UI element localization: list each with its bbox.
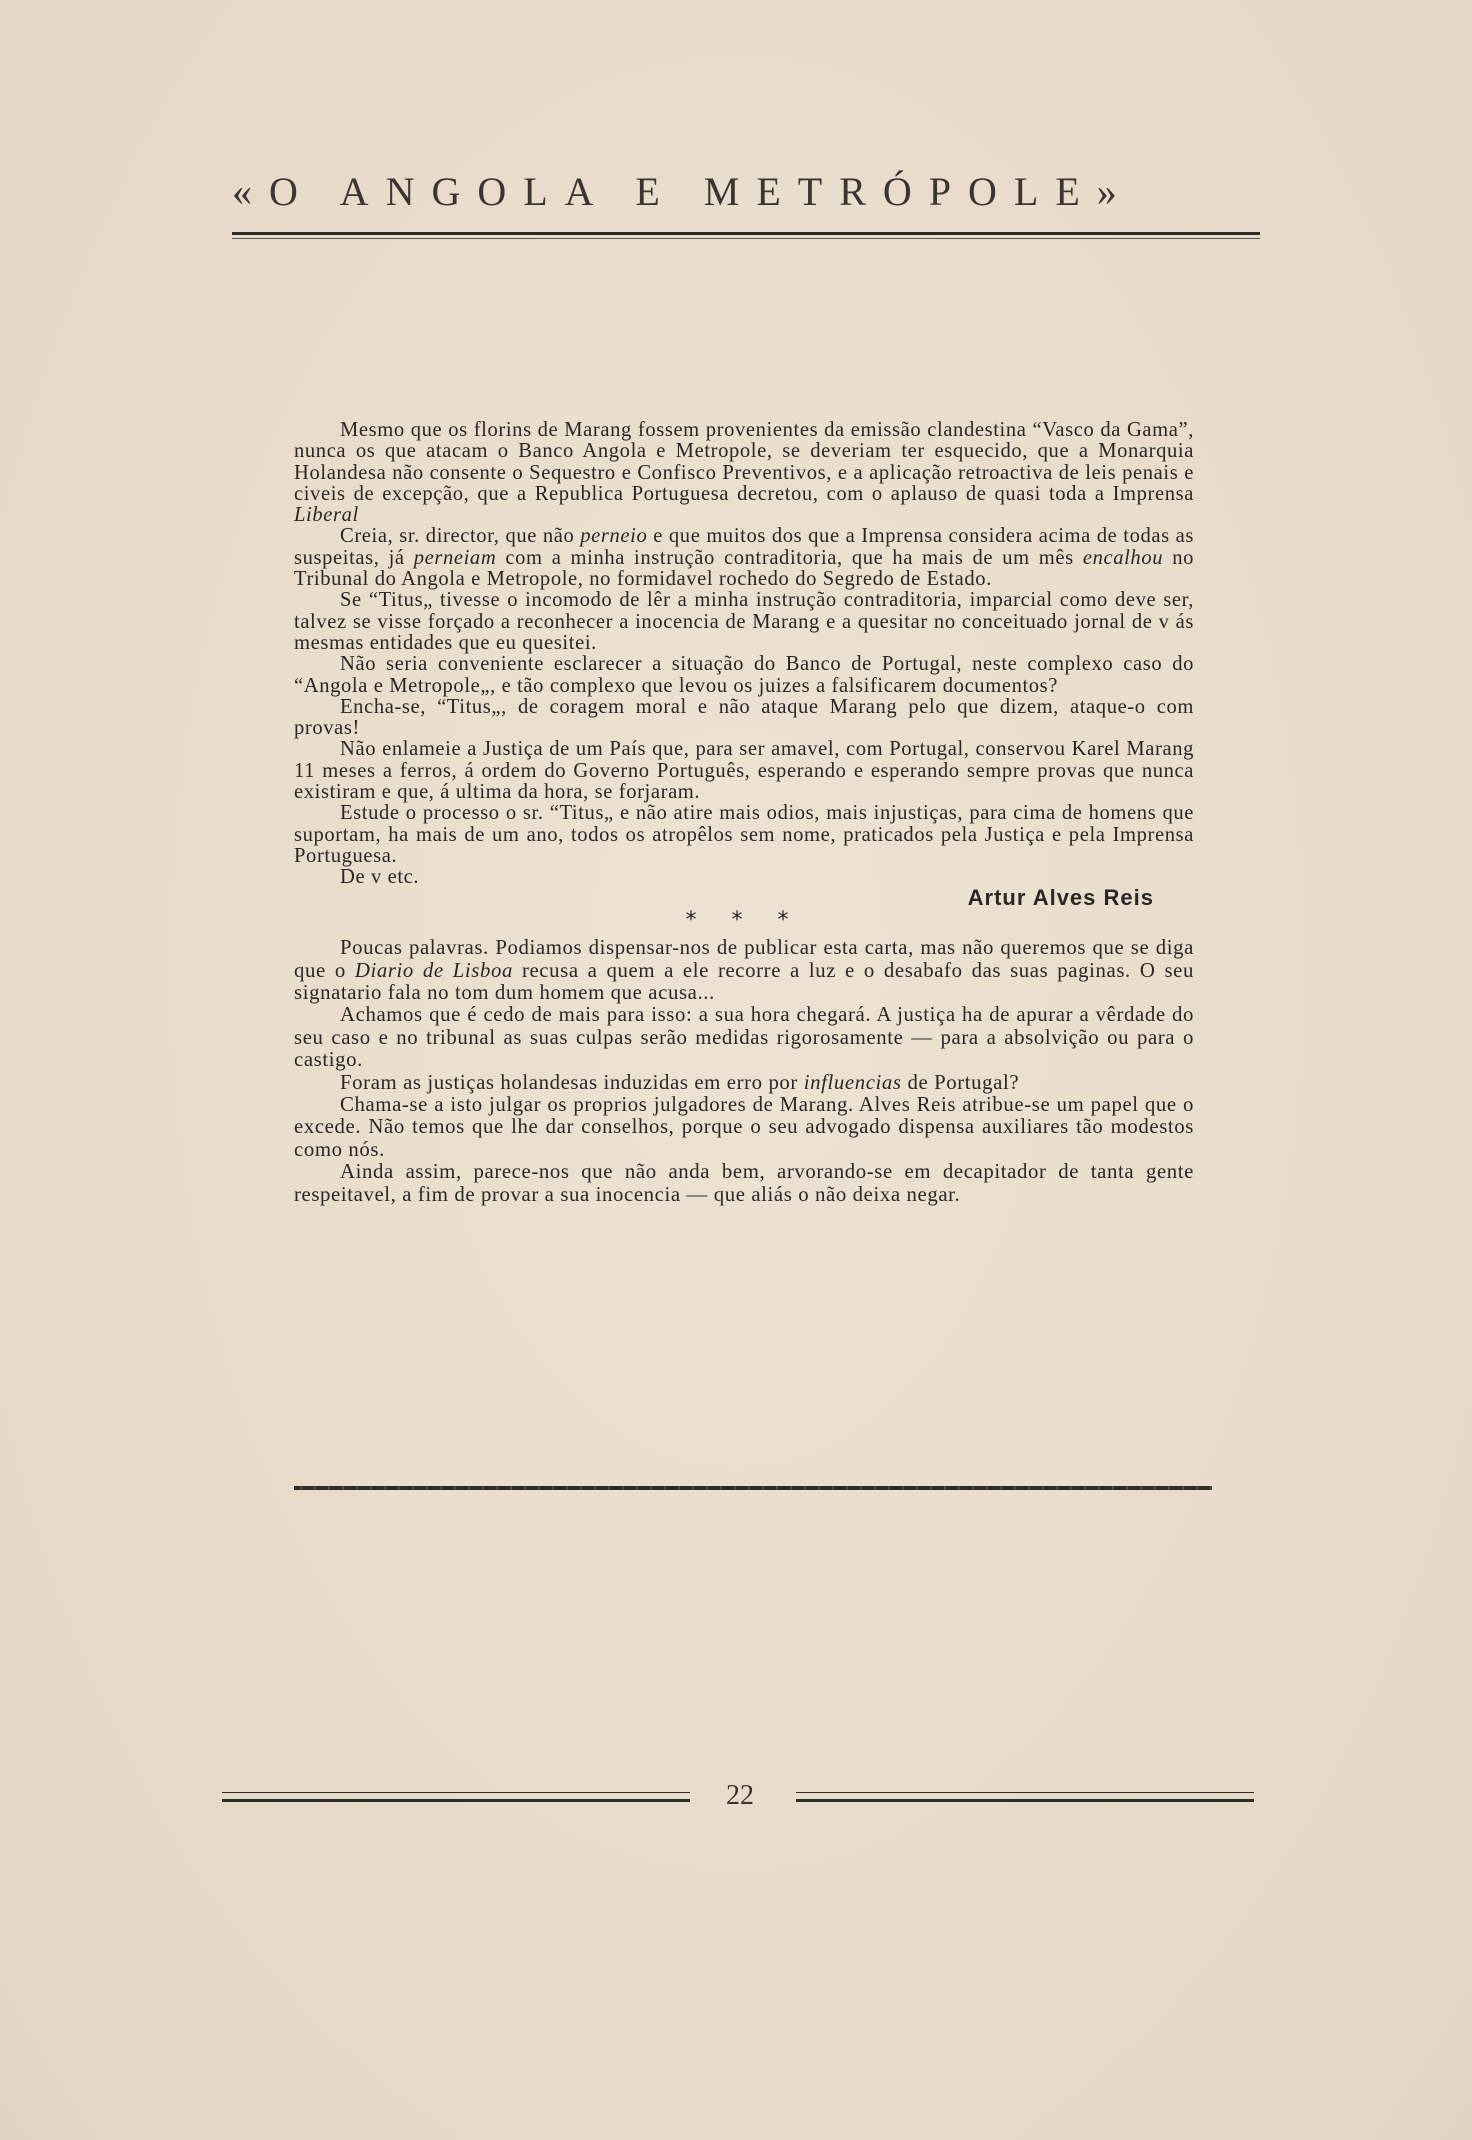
article-body — [294, 420, 1194, 1206]
reply-paragraph-1: Poucas palavras. Podiamos dispensar-nos de publicar esta carta, mas não queremos que se diga que o Diario de Lisboa recusa a quem a ele recorre a luz e o desabafo das suas paginas. O seu signatario fala no tom dum homem que acusa... — [294, 936, 1194, 1004]
letter-paragraph-6: Não enlameie a Justiça de um País que, para ser amavel, com Portugal, conservou Karel Marang 11 meses a ferros, á ordem do Governo Português, esperando e esperando sempre provas que nunca existiram e que, á ultima da hora, se forjaram. — [294, 738, 1194, 804]
letter-paragraph-5: Encha-se, “Titus„, de coragem moral e não ataque Marang pelo que dizem, ataque-o com provas! — [294, 695, 1194, 740]
footer-rule-right-thick — [796, 1799, 1254, 1802]
letter-paragraph-4: Não seria conveniente esclarecer a situação do Banco de Portugal, neste complexo caso do “Angola e Metropole„, e tão complexo que levou os juizes a falsificarem documentos? — [294, 653, 1194, 697]
header-rule-thick — [232, 232, 1260, 235]
footer-rule-right-thin — [796, 1792, 1254, 1793]
editorial-reply — [294, 937, 1194, 1206]
footer-rule-left-thick — [222, 1799, 690, 1802]
header-rule-thin — [232, 238, 1260, 239]
article-end-rule — [294, 1486, 1212, 1490]
letter-paragraph-1: Mesmo que os florins de Marang fossem provenientes da emissão clandestina “Vasco da Gama”, nunca os que atacam o Banco Angola e Metropole, se deveriam ter esquecido, que a Monarquia Holandesa não consente o Sequestro e Confisco Preventivos, e a aplicação retroactiva de leis penais e civeis de excepção, que a Republica Portuguesa decretou, com o aplauso de quasi toda a Imprensa Liberal — [294, 419, 1194, 527]
italic-diario-de-lisboa: Diario de Lisboa — [354, 958, 513, 982]
letter-paragraph-7: Estude o processo o sr. “Titus„ e não atire mais odios, mais injustiças, para cima de homens que suportam, ha mais de um ano, todos os atropêlos sem nome, praticados pela Justiça e pela Imprensa Portuguesa. — [294, 802, 1194, 867]
reply-paragraph-4: Chama-se a isto julgar os proprios julgadores de Marang. Alves Reis atribue-se um papel que o excede. Não temos que lhe dar conselhos, porque o seu advogado dispensa auxiliares tão modestos como nós. — [294, 1092, 1194, 1161]
letter-closing: De v etc. — [340, 866, 420, 889]
section-separator: * * * — [685, 907, 803, 933]
reply-paragraph-5: Ainda assim, parece-nos que não anda bem, arvorando-se em decapitador de tanta gente respeitavel, a fim de provar a sua inocencia — que aliás o não deixa negar. — [294, 1160, 1194, 1206]
running-header-title: «O ANGOLA E METRÓPOLE» — [232, 169, 1134, 214]
italic-liberal: Liberal — [294, 504, 359, 527]
footer-rule-left-thin — [222, 1792, 690, 1793]
reply-paragraph-2: Achamos que é cedo de mais para isso: a sua hora chegará. A justiça ha de apurar a vêrdade do seu caso e no tribunal as suas culpas serão medidas rigorosamente — para a absolvição ou para o castigo. — [294, 1003, 1194, 1072]
page-number: 22 — [726, 1780, 754, 1811]
letter-signature: Artur Alves Reis — [967, 884, 1154, 910]
letter-paragraph-3: Se “Titus„ tivesse o incomodo de lêr a minha instrução contraditoria, imparcial como deve ser, talvez se visse forçado a reconhecer a inocencia de Marang e a quesitar no conceituado jornal de v ás mesmas entidades que eu quesitei. — [294, 589, 1194, 654]
letter-paragraph-2: Creia, sr. director, que não perneio e que muitos dos que a Imprensa considera acima de todas as suspeitas, já perneiam com a minha instrução contraditoria, que ha mais de um mês encalhou no Tribunal do Angola e Metropole, no formidavel rochedo do Segredo de Estado. — [294, 525, 1194, 591]
reply-paragraph-3: Foram as justiças holandesas induzidas em erro por influencias de Portugal? — [340, 1070, 1020, 1094]
